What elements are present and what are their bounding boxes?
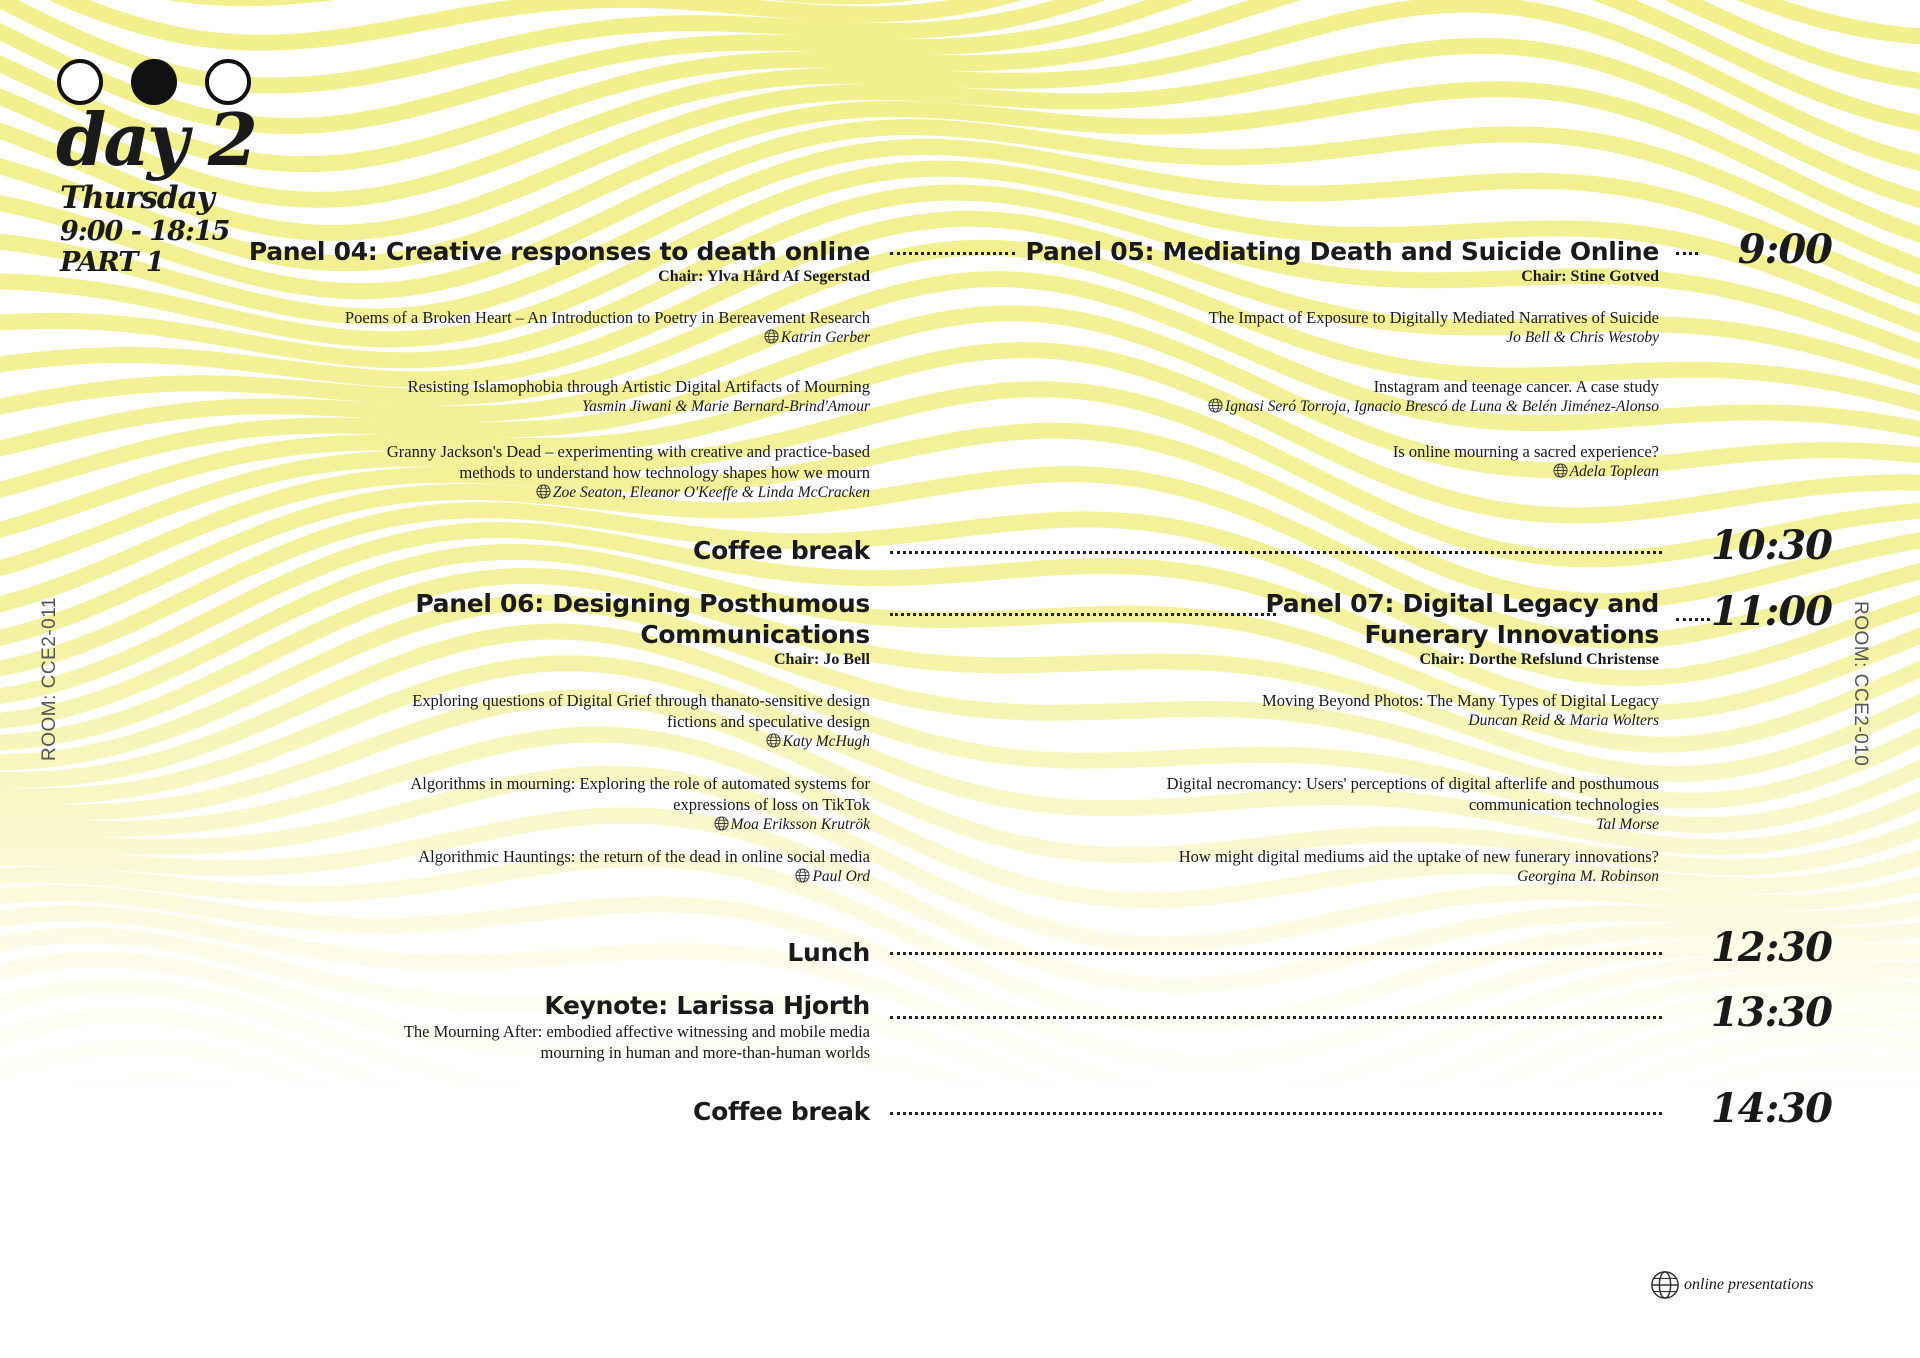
- talk-title-line-2: fictions and speculative design: [667, 712, 870, 731]
- panel-06-talk-2: [150, 773, 870, 835]
- panel-07-title-line-1: Panel 07: Digital Legacy and: [1265, 589, 1659, 618]
- day-title: day 2: [56, 97, 255, 182]
- part-label: PART 1: [60, 247, 164, 278]
- talk-authors: Adela Toplean: [1569, 463, 1659, 480]
- panel-04-chair: Chair: Ylva Hård Af Segerstad: [658, 268, 870, 285]
- panel-04-talk-1: [150, 307, 870, 348]
- leader-coffee-1: [890, 551, 1662, 554]
- talk-title-line-2: methods to understand how technology shapes how we mourn: [459, 463, 870, 482]
- talk-authors: Ignasi Seró Torroja, Ignacio Brescó de Luna & Belén Jiménez-Alonso: [1225, 398, 1659, 415]
- coffee-break-2: Coffee break: [693, 1097, 870, 1126]
- talk-authors: Moa Eriksson Krutrök: [730, 816, 870, 833]
- lunch: Lunch: [787, 938, 870, 967]
- panel-05-title: Panel 05: Mediating Death and Suicide Online: [1025, 237, 1659, 266]
- talk-title: Resisting Islamophobia through Artistic Digital Artifacts of Mourning: [407, 377, 870, 396]
- keynote-title: Keynote: Larissa Hjorth: [544, 991, 870, 1020]
- globe-icon: [1650, 1270, 1680, 1300]
- talk-authors: Zoe Seaton, Eleanor O'Keeffe & Linda McCracken: [552, 484, 870, 501]
- talk-authors: Tal Morse: [1596, 816, 1659, 833]
- talk-title: Poems of a Broken Heart – An Introduction to Poetry in Bereavement Research: [344, 308, 870, 327]
- talk-authors: Katrin Gerber: [780, 329, 870, 346]
- panel-04: [150, 236, 870, 287]
- room-label-right: ROOM: CCE2-010: [1850, 601, 1871, 767]
- talk-title: How might digital mediums aid the uptake of new funerary innovations?: [1178, 847, 1659, 866]
- talk-title-line-1: Digital necromancy: Users' perceptions of digital afterlife and posthumous: [1166, 774, 1659, 793]
- coffee-break-1: Coffee break: [693, 536, 870, 565]
- weekday: Thursday: [60, 180, 214, 216]
- leader-row-3-right: [1676, 618, 1710, 621]
- keynote: [150, 990, 870, 1063]
- time-10-30: 10:30: [1710, 522, 1832, 569]
- globe-icon: [764, 329, 779, 344]
- talk-authors: Katy McHugh: [782, 733, 870, 750]
- talk-title-line-1: Granny Jackson's Dead – experimenting with creative and practice-based: [386, 442, 870, 461]
- leader-coffee-2: [890, 1112, 1662, 1115]
- panel-07: [959, 588, 1659, 670]
- legend-label: online presentations: [1684, 1276, 1814, 1293]
- talk-authors: Georgina M. Robinson: [1517, 868, 1659, 885]
- panel-06-title-line-1: Panel 06: Designing Posthumous: [415, 589, 870, 618]
- talk-title-line-1: Algorithms in mourning: Exploring the role of automated systems for: [410, 774, 870, 793]
- talk-title: The Impact of Exposure to Digitally Mediated Narratives of Suicide: [1208, 308, 1659, 327]
- panel-07-talk-3: [939, 846, 1659, 887]
- talk-authors: Duncan Reid & Maria Wolters: [1468, 712, 1659, 729]
- talk-title-line-2: communication technologies: [1468, 795, 1659, 814]
- panel-06-title-line-2: Communications: [640, 620, 870, 649]
- panel-06: [150, 588, 870, 670]
- panel-07-talk-1: [939, 690, 1659, 731]
- talk-title: Is online mourning a sacred experience?: [1392, 442, 1659, 461]
- keynote-talk-line-1: The Mourning After: embodied affective witnessing and mobile media: [403, 1022, 870, 1041]
- globe-icon: [714, 816, 729, 831]
- leader-row-1-right: [1676, 252, 1698, 255]
- globe-icon: [766, 733, 781, 748]
- globe-icon: [795, 868, 810, 883]
- panel-05: [959, 236, 1659, 287]
- panel-04-talk-2: [150, 376, 870, 417]
- globe-icon: [1208, 398, 1223, 413]
- panel-04-title: Panel 04: Creative responses to death online: [248, 237, 870, 266]
- panel-05-talk-2: [939, 376, 1659, 417]
- day-hours: 9:00 - 18:15: [60, 216, 230, 247]
- time-14-30: 14:30: [1710, 1085, 1832, 1132]
- talk-title: Instagram and teenage cancer. A case study: [1373, 377, 1659, 396]
- time-11-00: 11:00: [1710, 588, 1832, 635]
- time-13-30: 13:30: [1710, 989, 1832, 1036]
- talk-authors: Paul Ord: [812, 868, 870, 885]
- panel-07-talk-2: [939, 773, 1659, 835]
- legend: [1650, 1270, 1814, 1300]
- leader-keynote: [890, 1016, 1662, 1019]
- panel-04-talk-3: [150, 441, 870, 503]
- panel-07-title-line-2: Funerary Innovations: [1364, 620, 1659, 649]
- globe-icon: [1553, 463, 1568, 478]
- talk-title-line-1: Exploring questions of Digital Grief through thanato-sensitive design: [412, 691, 870, 710]
- panel-06-talk-3: [150, 846, 870, 887]
- time-12-30: 12:30: [1710, 924, 1832, 971]
- panel-05-chair: Chair: Stine Gotved: [1521, 268, 1659, 285]
- talk-title: Algorithmic Hauntings: the return of the dead in online social media: [418, 847, 870, 866]
- panel-06-talk-1: [150, 690, 870, 752]
- talk-authors: Yasmin Jiwani & Marie Bernard-Brind'Amour: [581, 398, 870, 415]
- panel-07-chair: Chair: Dorthe Refslund Christense: [1419, 651, 1659, 668]
- leader-lunch: [890, 952, 1662, 955]
- panel-05-talk-1: [939, 307, 1659, 348]
- room-label-left: ROOM: CCE2-011: [39, 597, 60, 761]
- globe-icon: [536, 484, 551, 499]
- time-9-00: 9:00: [1737, 226, 1832, 273]
- talk-title-line-2: expressions of loss on TikTok: [673, 795, 870, 814]
- talk-title: Moving Beyond Photos: The Many Types of Digital Legacy: [1262, 691, 1659, 710]
- panel-06-chair: Chair: Jo Bell: [774, 651, 870, 668]
- panel-05-talk-3: [939, 441, 1659, 482]
- keynote-talk-line-2: mourning in human and more-than-human worlds: [540, 1043, 870, 1062]
- talk-authors: Jo Bell & Chris Westoby: [1506, 329, 1659, 346]
